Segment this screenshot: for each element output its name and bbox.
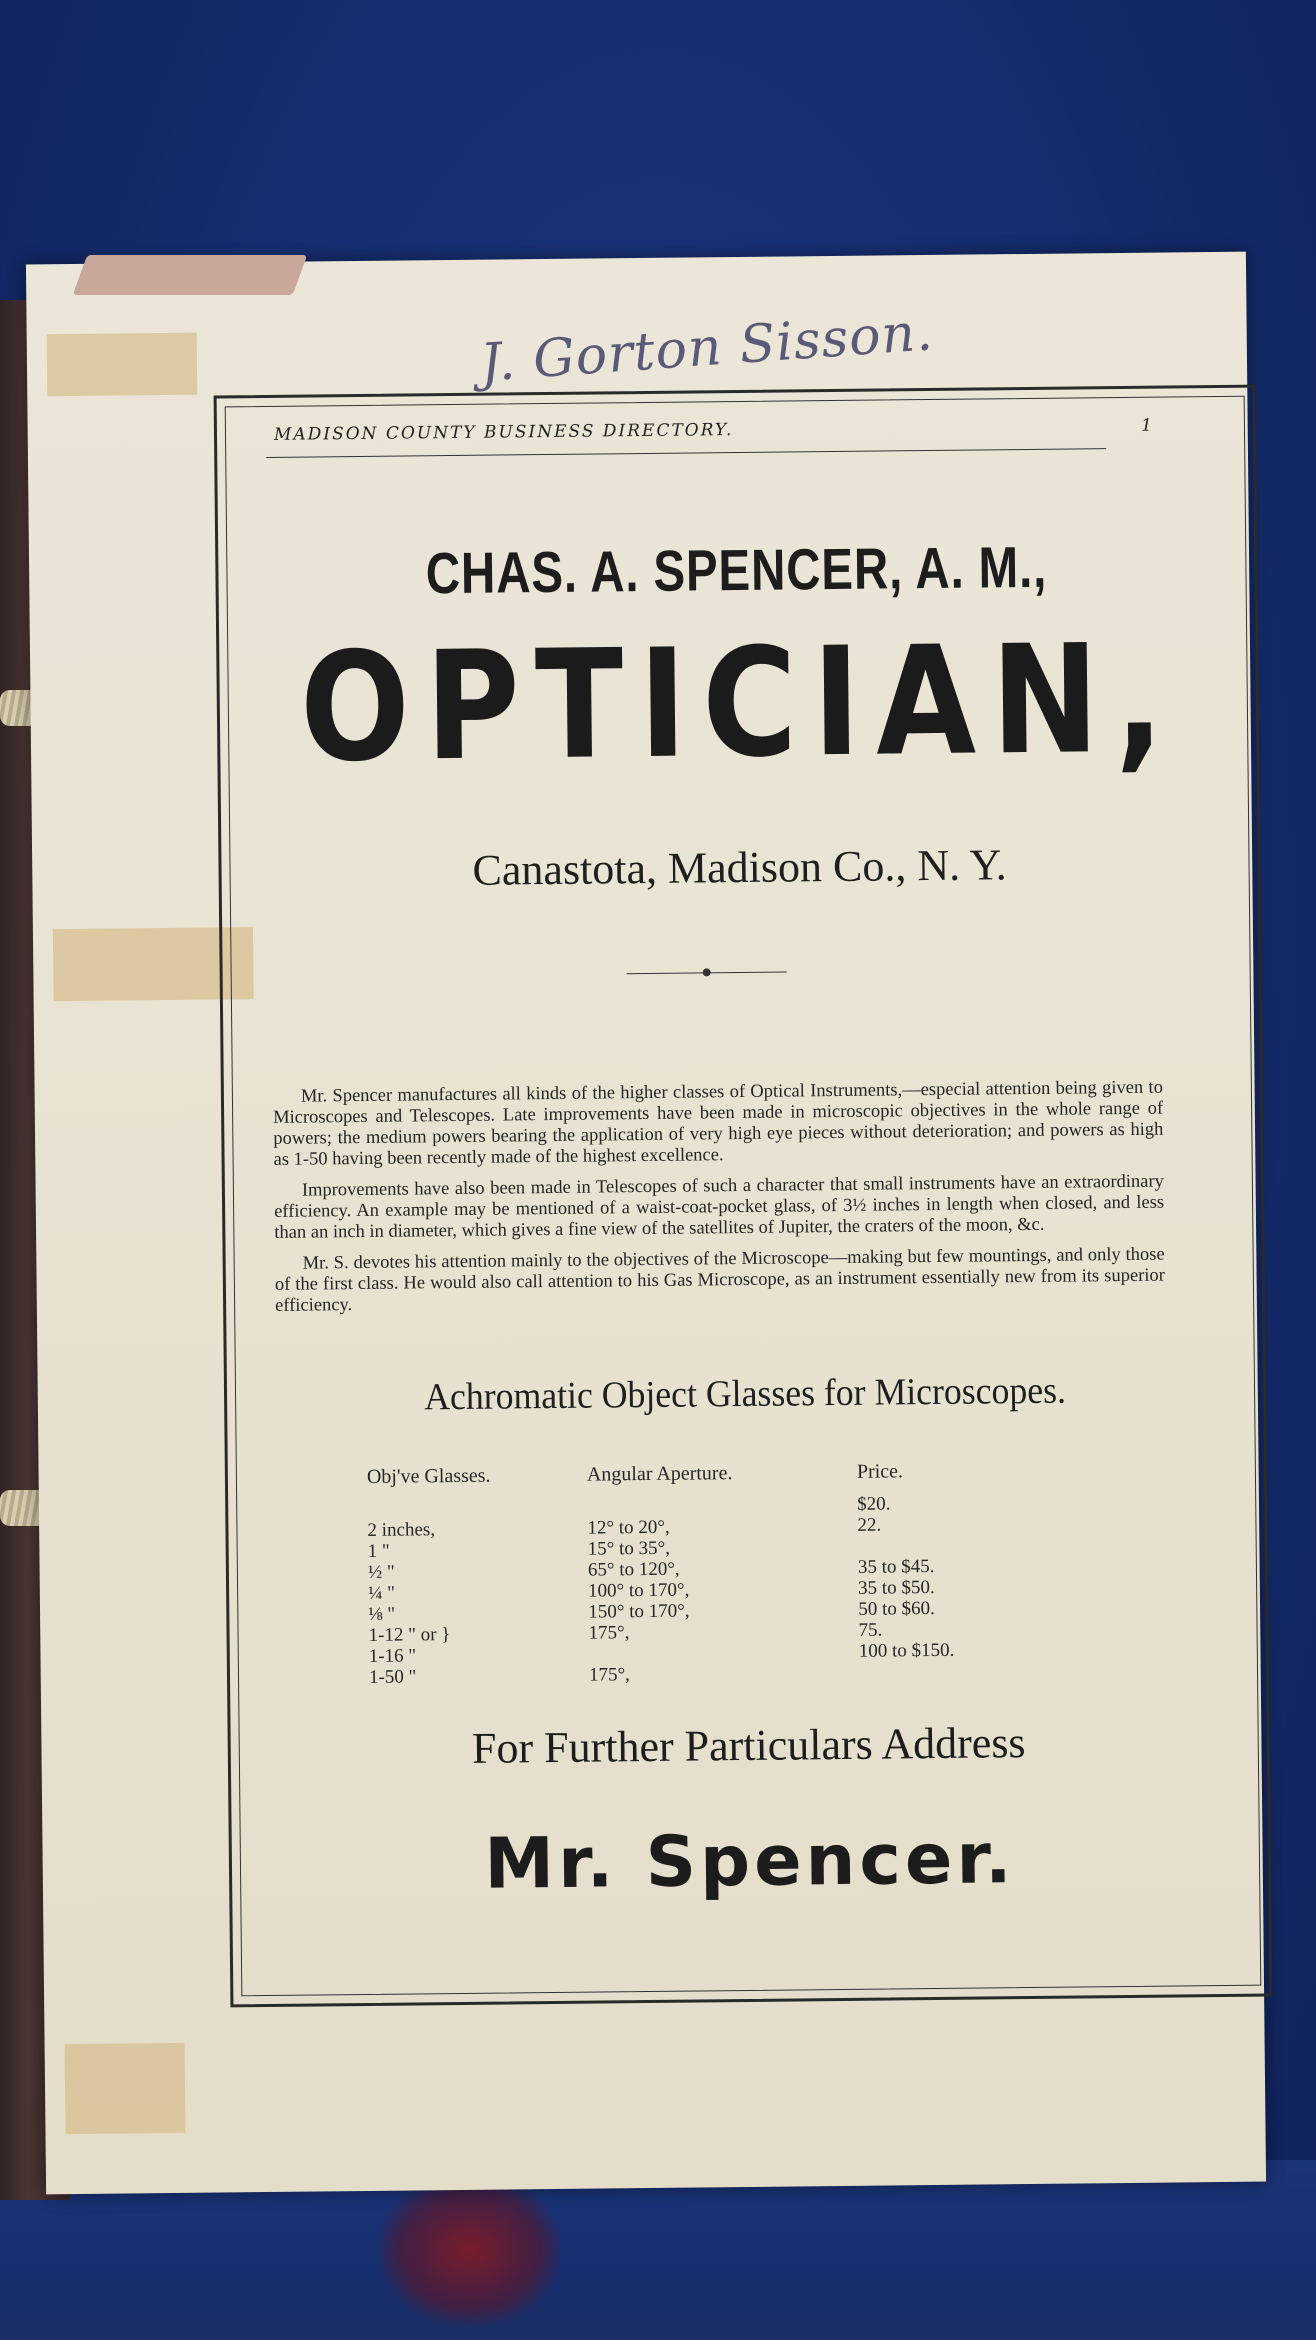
- table-cell: 50 to $60.: [858, 1598, 935, 1620]
- table-cell: 12° to 20°,: [587, 1516, 670, 1539]
- page-number: 1: [1141, 415, 1155, 436]
- table-cell: 15° to 35°,: [587, 1537, 671, 1560]
- running-header: [274, 416, 1154, 445]
- table-cell: 1-16 ": [368, 1645, 417, 1667]
- table-cell: 35 to $45.: [857, 1556, 935, 1578]
- paragraph: Mr. Spencer manufactures all kinds of the higher classes of Optical Instruments,—especial attention being given to Microscopes and Telescopes. Late improvements have been made in microscopic objectives in the whole range of powers; the medium powers bearing the application of very high eye pieces without deterioration; and powers as high as 1-50 having been recently made of the highest excellence.: [273, 1077, 1164, 1170]
- table-cell: 175°,: [588, 1664, 630, 1686]
- ornament-dot: [703, 968, 711, 976]
- table-cell: [367, 1497, 587, 1520]
- table-cell: 1-12 " or }: [368, 1624, 451, 1646]
- table-cell: 175°,: [588, 1622, 630, 1644]
- tape-strip: [47, 333, 198, 397]
- table-cell: 1 ": [367, 1540, 390, 1562]
- advertisement-frame: [214, 385, 1273, 2008]
- table-cell: $20.: [857, 1493, 891, 1515]
- table-cell: 150° to 170°,: [588, 1600, 690, 1623]
- table-cell: 75.: [858, 1619, 883, 1641]
- table-cell: 100° to 170°,: [588, 1579, 690, 1602]
- paragraph: Mr. S. devotes his attention mainly to the objectives of the Microscope—making but few mountings, and only those of the first class. He would also call attention to his Gas Microscope, as an instrument essentially new from its superior efficiency.: [274, 1244, 1165, 1316]
- column-header: Angular Aperture.: [586, 1462, 733, 1486]
- running-title: MADISON COUNTY BUSINESS DIRECTORY.: [273, 420, 734, 445]
- paragraph: Improvements have also been made in Telescopes of such a character that small instruments have an extraordinary efficiency. An example may be mentioned of a waist-coat-pocket glass, of 3½ inches in length when closed, and less than an inch in diameter, which gives a fine view of the satellites of Jupiter, the craters of the moon, &c.: [274, 1171, 1165, 1243]
- table-cell: 2 inches,: [367, 1519, 436, 1541]
- table-cell: [859, 1660, 1069, 1683]
- tape-strip: [65, 2043, 186, 2134]
- table-cell: [858, 1534, 1068, 1557]
- price-list-title: Achromatic Object Glasses for Microscopes.: [423, 1369, 1067, 1419]
- handwritten-signature: J. Gorton Sisson.: [478, 302, 936, 394]
- contact-name: Mr. Spencer.: [483, 1817, 1016, 1905]
- fabric-tab: [73, 255, 308, 295]
- table-cell: [587, 1494, 857, 1518]
- location-line: Canastota, Madison Co., N. Y.: [472, 840, 1007, 895]
- profession-heading: OPTICIAN,: [299, 612, 1180, 796]
- description-text: [273, 1078, 1165, 1327]
- table-cell: 1-50 ": [368, 1666, 417, 1688]
- table-cell: ½ ": [367, 1561, 395, 1583]
- header-rule: [266, 448, 1106, 458]
- table-cell: ⅛ ": [368, 1603, 396, 1625]
- table-cell: 100 to $150.: [858, 1639, 955, 1662]
- table-cell: 65° to 120°,: [587, 1558, 680, 1581]
- table-cell: 35 to $50.: [858, 1577, 935, 1599]
- column-header: Price.: [856, 1460, 904, 1483]
- table-cell: 22.: [857, 1514, 882, 1536]
- column-header: Obj've Glasses.: [366, 1464, 491, 1488]
- price-table: [367, 1459, 1069, 1688]
- table-header: [367, 1459, 1067, 1489]
- background-cloth-stain: [380, 2175, 560, 2325]
- further-particulars: For Further Particulars Address: [471, 1718, 1026, 1773]
- table-cell: ¼ ": [368, 1582, 396, 1604]
- advertisement-inner-border: [225, 396, 1262, 1997]
- table-cell: [589, 1641, 859, 1665]
- advertiser-name: CHAS. A. SPENCER, A. M.,: [425, 534, 1048, 607]
